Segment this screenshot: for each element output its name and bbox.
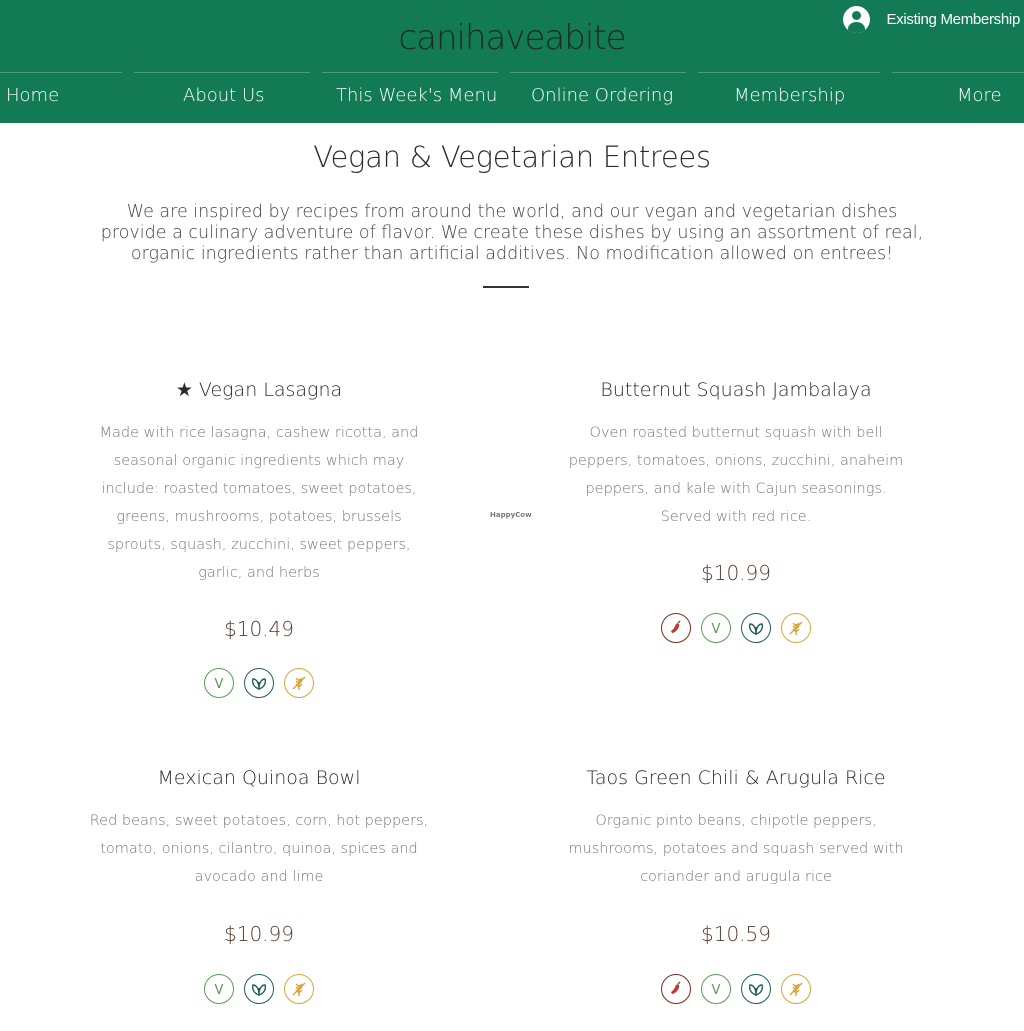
nav-item-more[interactable]: More xyxy=(957,85,1002,106)
menu-item xyxy=(79,377,439,707)
dietary-icons xyxy=(79,668,439,698)
site-header xyxy=(0,0,1024,123)
dietary-icons xyxy=(556,613,916,643)
spicy-pepper-icon xyxy=(661,974,691,1004)
section-title: Vegan & Vegetarian Entrees xyxy=(313,140,711,174)
dish-name: ★ Vegan Lasagna xyxy=(175,379,343,401)
existing-membership-label: Existing Membership xyxy=(886,11,1020,28)
dish-price: $10.59 xyxy=(701,922,771,946)
nav-item-about-us[interactable]: About Us xyxy=(183,85,265,106)
nav-item-home[interactable]: Home xyxy=(6,85,60,106)
nav-item-online-ordering[interactable]: Online Ordering xyxy=(531,85,674,106)
happycow-watermark: HappyCow xyxy=(490,511,532,519)
user-avatar-icon xyxy=(843,6,870,33)
dish-name: Mexican Quinoa Bowl xyxy=(157,767,361,789)
dietary-icons xyxy=(79,974,439,1004)
vegan-leaf-icon xyxy=(741,974,771,1004)
nav-item-membership[interactable]: Membership xyxy=(734,85,846,106)
vegan-leaf-icon xyxy=(244,974,274,1004)
vegetarian-icon-label: V xyxy=(711,983,721,998)
vegetarian-icon xyxy=(204,668,234,698)
dietary-icons xyxy=(556,974,916,1004)
vegetarian-icon-label: V xyxy=(214,983,224,998)
section-divider xyxy=(483,286,529,288)
menu-item xyxy=(556,765,916,1015)
dish-description: Oven roasted butternut squash with bell peppers, tomatoes, onions, zucchini, anaheim peppers, and kale with Cajun seasonings. Served with red rice. xyxy=(568,425,904,525)
dish-name: Taos Green Chili & Arugula Rice xyxy=(586,767,886,789)
dish-description: Made with rice lasagna, cashew ricotta, and seasonal organic ingredients which may include: roasted tomatoes, sweet potatoes, greens, mushrooms, potatoes, brussels sprouts, squash, zucchini, sweet peppers, garlic, and herbs xyxy=(99,425,419,581)
main-nav xyxy=(0,85,1024,111)
dish-price: $10.49 xyxy=(224,617,294,641)
vegetarian-icon xyxy=(701,613,731,643)
section-intro: We are inspired by recipes from around the world, and our vegan and vegetarian dishes provide a culinary adventure of flavor. We create these dishes by using an assortment of real, organic ingredients rather than artificial additives. No modification allowed on entrees! xyxy=(100,202,924,264)
vegan-leaf-icon xyxy=(244,668,274,698)
vegetarian-icon xyxy=(701,974,731,1004)
gluten-free-icon xyxy=(284,974,314,1004)
vegetarian-icon xyxy=(204,974,234,1004)
menu-item xyxy=(556,377,916,657)
spicy-pepper-icon xyxy=(661,613,691,643)
gluten-free-icon xyxy=(781,974,811,1004)
dish-price: $10.99 xyxy=(701,561,771,585)
vegan-leaf-icon xyxy=(741,613,771,643)
site-logo[interactable]: canihaveabite xyxy=(398,18,626,58)
dish-price: $10.99 xyxy=(224,922,294,946)
gluten-free-icon xyxy=(781,613,811,643)
dish-name: Butternut Squash Jambalaya xyxy=(600,379,872,401)
existing-membership-button[interactable] xyxy=(843,6,1020,33)
menu-item xyxy=(79,765,439,1015)
nav-item-this-weeks-menu[interactable]: This Week's Menu xyxy=(336,85,498,106)
gluten-free-icon xyxy=(284,668,314,698)
nav-divider-lines xyxy=(0,72,1024,73)
dish-description: Red beans, sweet potatoes, corn, hot peppers, tomato, onions, cilantro, quinoa, spices and avocado and lime xyxy=(89,813,429,885)
vegetarian-icon-label: V xyxy=(711,622,721,637)
dish-description: Organic pinto beans, chipotle peppers, mushrooms, potatoes and squash served with coriander and arugula rice xyxy=(568,813,904,885)
vegetarian-icon-label: V xyxy=(214,677,224,692)
